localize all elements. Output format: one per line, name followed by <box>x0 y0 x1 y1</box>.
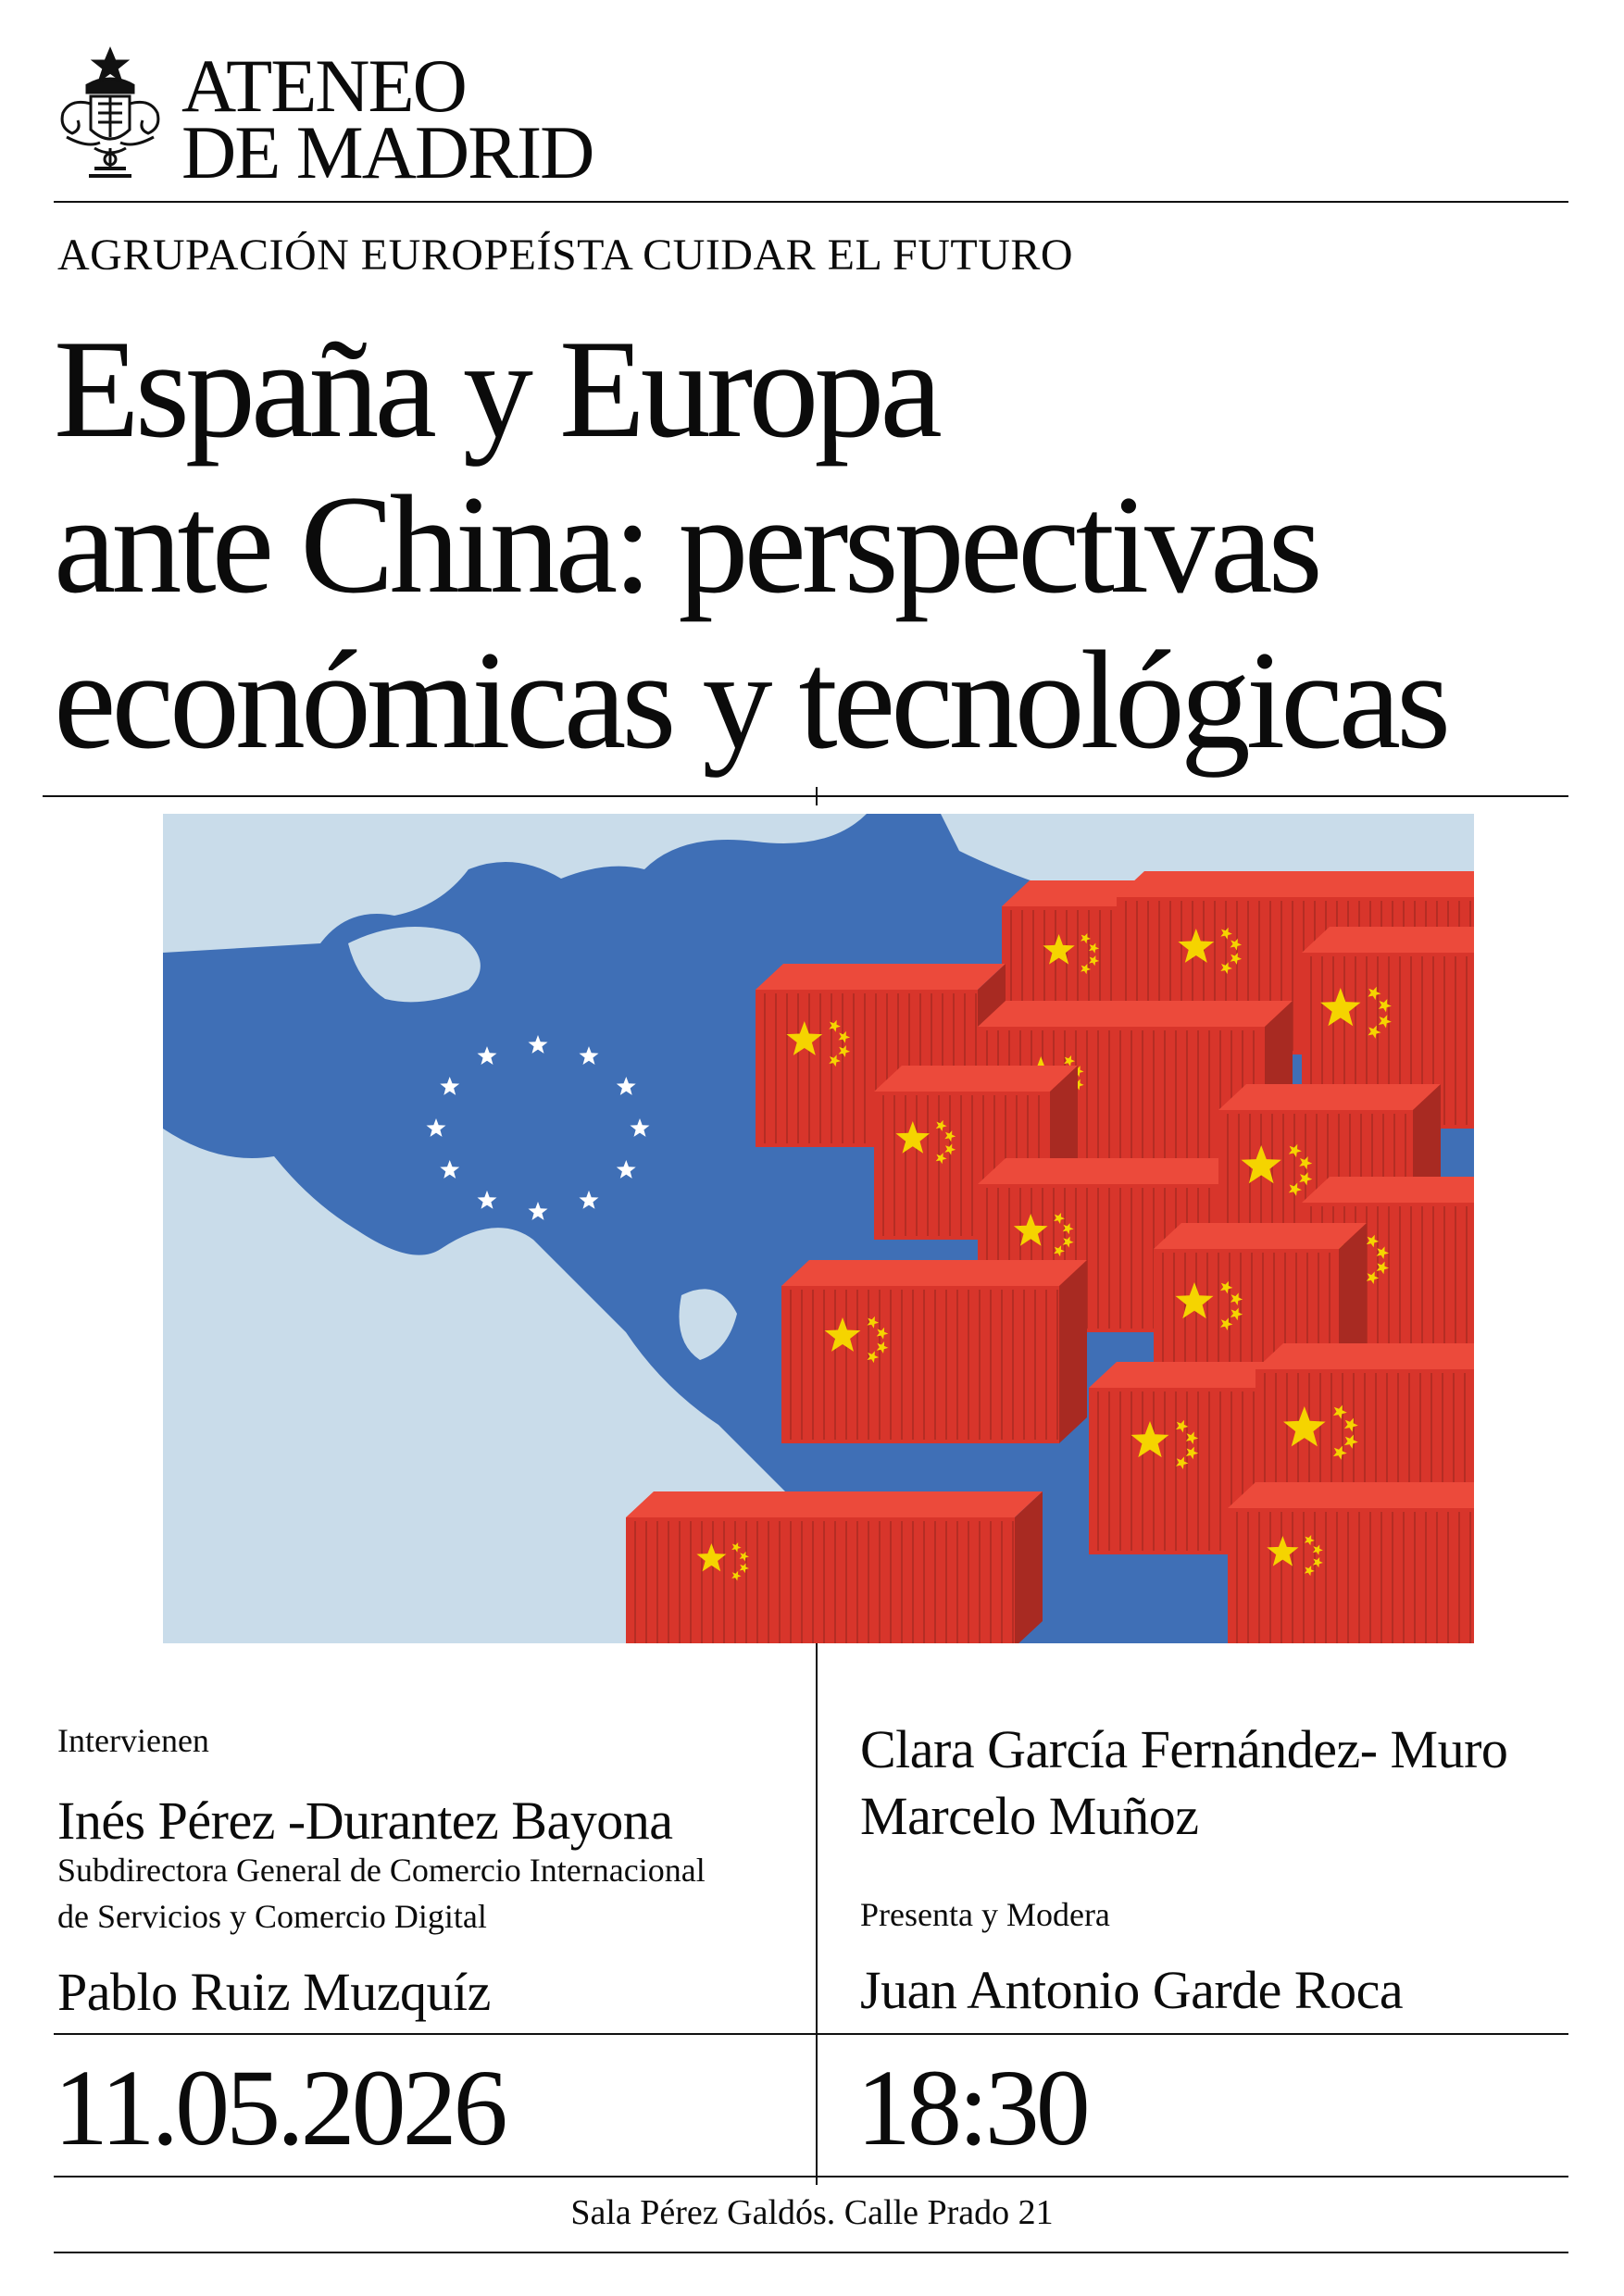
china-flag-container-icon <box>1228 1482 1474 1643</box>
moderator-name: Juan Antonio Garde Roca <box>860 1960 1404 2020</box>
brand-name-line1: ATENEO <box>181 44 466 128</box>
speaker-role-line1: Subdirectora General de Comercio Internacional <box>57 1852 706 1889</box>
speaker-name: Pablo Ruiz Muzquíz <box>57 1962 491 2022</box>
event-title-line1: España y Europa <box>54 311 938 467</box>
column-divider <box>816 1643 818 2185</box>
event-date: 11.05.2026 <box>54 2047 505 2168</box>
event-photo <box>163 814 1474 1643</box>
speaker-name: Marcelo Muñoz <box>860 1786 1199 1846</box>
speaker-name: Inés Pérez -Durantez Bayona <box>57 1791 673 1851</box>
column-tick-top <box>816 787 818 805</box>
speaker-name: Clara García Fernández- Muro <box>860 1719 1508 1779</box>
date-row-bottom-divider <box>54 2176 1568 2177</box>
event-venue: Sala Pérez Galdós. Calle Prado 21 <box>570 2193 1054 2232</box>
date-row-top-divider <box>54 2033 1568 2035</box>
ateneo-crest-logo <box>54 44 167 181</box>
footer-divider <box>54 2252 1568 2253</box>
organizer-label: AGRUPACIÓN EUROPEÍSTA CUIDAR EL FUTURO <box>57 231 1074 280</box>
header-divider <box>54 201 1568 203</box>
china-flag-container-icon <box>781 1260 1087 1443</box>
brand-name-line2: DE MADRID <box>181 110 593 194</box>
title-divider <box>43 795 1568 797</box>
china-flag-container-icon <box>626 1491 1043 1643</box>
speakers-label: Intervienen <box>57 1722 209 1759</box>
moderator-label: Presenta y Modera <box>860 1896 1110 1933</box>
event-time: 18:30 <box>856 2047 1087 2168</box>
event-title-line3: económicas y tecnológicas <box>54 622 1447 778</box>
speaker-role-line2: de Servicios y Comercio Digital <box>57 1898 487 1935</box>
event-title-line2: ante China: perspectivas <box>54 467 1318 622</box>
